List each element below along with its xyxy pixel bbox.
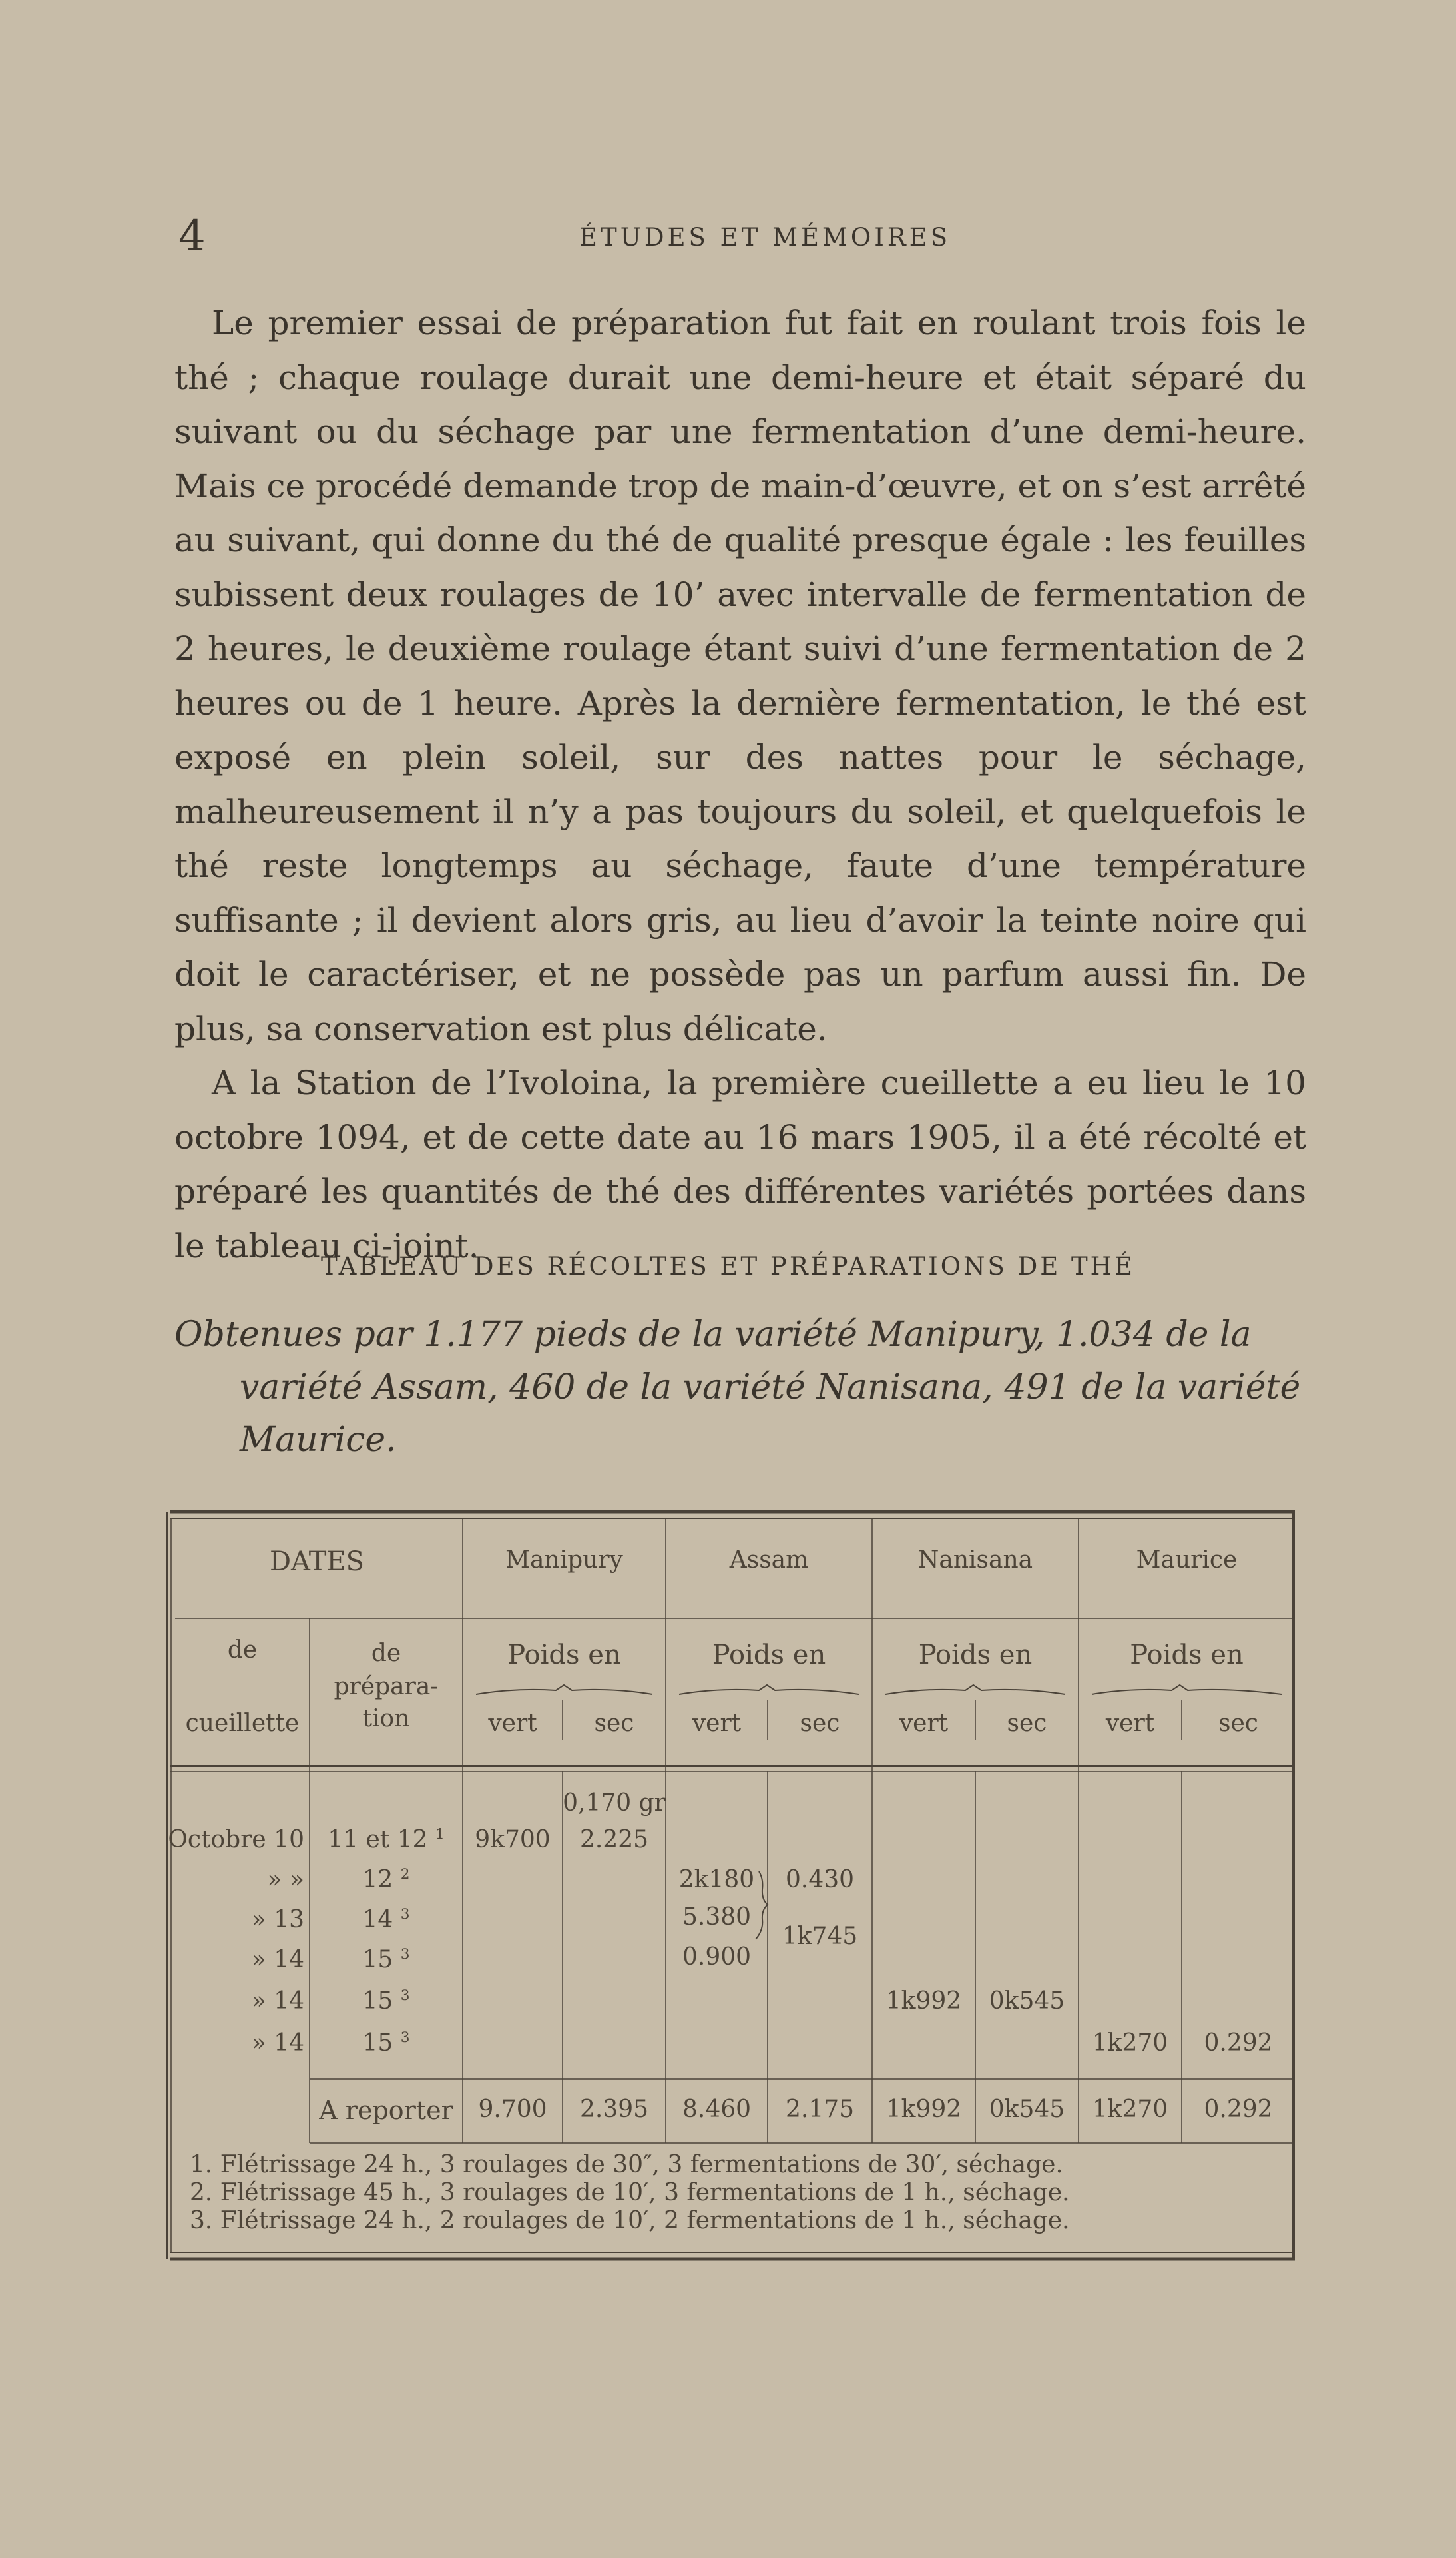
row6-cueillette: » 14 <box>251 2029 304 2057</box>
row2-preparation: 12 $^2$ <box>362 1866 410 1893</box>
row6-preparation: 15 $^3$ <box>362 2029 410 2057</box>
header-nanisana: Nanisana <box>917 1546 1033 1574</box>
row3-assam-vert: 5.380 <box>682 1903 752 1931</box>
row5-nanisana-vert: 1k992 <box>885 1987 962 2015</box>
assam-sec: sec <box>800 1710 840 1737</box>
row4-cueillette: » 14 <box>251 1946 304 1973</box>
row3-preparation: 14 $^3$ <box>362 1906 410 1933</box>
running-head: ÉTUDES ET MÉMOIRES <box>579 223 951 252</box>
assam-sec-combined: 1k745 <box>782 1923 858 1950</box>
page-number: 4 <box>178 212 206 261</box>
harvest-table <box>163 1506 1300 2268</box>
header-tion: tion <box>362 1705 410 1732</box>
row5-nanisana-sec: 0k545 <box>989 1987 1065 2015</box>
row1-cueillette: Octobre 10 <box>168 1826 304 1853</box>
footnote-2: 2. Flétrissage 45 h., 3 roulages de 10′, 3 fermentations de 1 h., séchage. <box>190 2179 1070 2206</box>
manipury-vert: vert <box>488 1710 537 1737</box>
row6-maurice-vert: 1k270 <box>1092 2029 1168 2057</box>
totals-nanisana-sec: 0k545 <box>989 2096 1065 2123</box>
totals-label: A reporter <box>319 2096 453 2125</box>
row2-assam-sec: 0.430 <box>785 1866 855 1893</box>
header-assam: Assam <box>729 1546 809 1574</box>
totals-assam-sec: 2.175 <box>785 2096 855 2123</box>
table-subtitle <box>174 1309 1306 1466</box>
body-text <box>174 296 1306 1273</box>
manipury-poids-en: Poids en <box>507 1640 621 1670</box>
row2-assam-vert: 2k180 <box>678 1866 755 1893</box>
maurice-vert: vert <box>1105 1710 1155 1737</box>
maurice-poids-en: Poids en <box>1130 1640 1244 1670</box>
row1-preparation: 11 et 12 $^1$ <box>328 1826 445 1853</box>
nanisana-vert: vert <box>899 1710 949 1737</box>
footnote-1: 1. Flétrissage 24 h., 3 roulages de 30″, 3 fermentations de 30′, séchage. <box>190 2151 1063 2178</box>
manipury-sec: sec <box>594 1710 634 1737</box>
totals-assam-vert: 8.460 <box>682 2096 752 2123</box>
header-cueillette: cueillette <box>185 1710 300 1737</box>
header-manipury: Manipury <box>505 1546 623 1574</box>
row5-preparation: 15 $^3$ <box>362 1987 410 2015</box>
assam-poids-en: Poids en <box>712 1640 826 1670</box>
unit-grams: 0,170 gr <box>563 1789 666 1817</box>
totals-manipury-sec: 2.395 <box>579 2096 649 2123</box>
header-maurice: Maurice <box>1136 1546 1238 1574</box>
row1-manipury-sec: 2.225 <box>579 1826 649 1853</box>
header-de-preparation: de <box>371 1640 401 1667</box>
nanisana-poids-en: Poids en <box>918 1640 1033 1670</box>
subtitle-line-1: Obtenues par 1.177 pieds de la variété Manipury, 1.034 de la <box>174 1315 1252 1355</box>
footnote-3: 3. Flétrissage 24 h., 2 roulages de 10′, 2 fermentations de 1 h., séchage. <box>190 2207 1070 2234</box>
totals-maurice-vert: 1k270 <box>1092 2096 1168 2123</box>
row1-manipury-vert: 9k700 <box>475 1826 551 1853</box>
nanisana-sec: sec <box>1007 1710 1047 1737</box>
row2-cueillette: » » <box>267 1866 304 1893</box>
maurice-sec: sec <box>1218 1710 1258 1737</box>
header-prepara: prépara- <box>334 1673 439 1700</box>
totals-maurice-sec: 0.292 <box>1204 2096 1273 2123</box>
row4-assam-vert: 0.900 <box>682 1943 752 1971</box>
header-dates: DATES <box>269 1546 365 1577</box>
subtitle-line-3: Maurice. <box>240 1420 397 1460</box>
row5-cueillette: » 14 <box>251 1987 304 2015</box>
paragraph-1: Le premier essai de préparation fut fait en roulant trois fois le thé ; chaque roulage durait une demi-heure et était séparé du suivant ou du séchage par une fermentation d’une demi-heure. Mais ce procédé demande trop de main-d’œuvre, et on s’est arrêté au suivant, qui donne du thé de qualité presque égale : les feuilles subissent deux roulages de 10’ avec intervalle de fermentation de 2 heures, le deuxième roulage étant suivi d’une fermentation de 2 heures ou de 1 heure. Après la dernière fermentation, le thé est exposé en plein soleil, sur des nattes pour le séchage, malheureusement il n’y a pas toujours du soleil, et quelquefois le thé reste longtemps au séchage, faute d’une température suffisante ; il devient alors gris, au lieu d’avoir la teinte noire qui doit le caractériser, et ne possède pas un parfum aussi fin. De plus, sa conservation est plus délicate. <box>174 304 1306 1048</box>
table-title: TABLEAU DES RÉCOLTES ET PRÉPARATIONS DE THÉ <box>321 1252 1135 1281</box>
totals-manipury-vert: 9.700 <box>478 2096 547 2123</box>
row6-maurice-sec: 0.292 <box>1204 2029 1273 2057</box>
assam-vert: vert <box>692 1710 742 1737</box>
row4-preparation: 15 $^3$ <box>362 1946 410 1973</box>
totals-nanisana-vert: 1k992 <box>885 2096 962 2123</box>
paragraph-2: A la Station de l’Ivoloina, la première cueillette a eu lieu le 10 octobre 1094, et de cette date au 16 mars 1905, il a été récolté et préparé les quantités de thé des différentes variétés portées dans le tableau ci-joint. <box>174 1064 1306 1265</box>
row3-cueillette: » 13 <box>251 1906 304 1933</box>
header-de-cueillette: de <box>227 1636 258 1664</box>
subtitle-line-2: variété Assam, 460 de la variété Nanisana, 491 de la variété <box>240 1367 1301 1407</box>
